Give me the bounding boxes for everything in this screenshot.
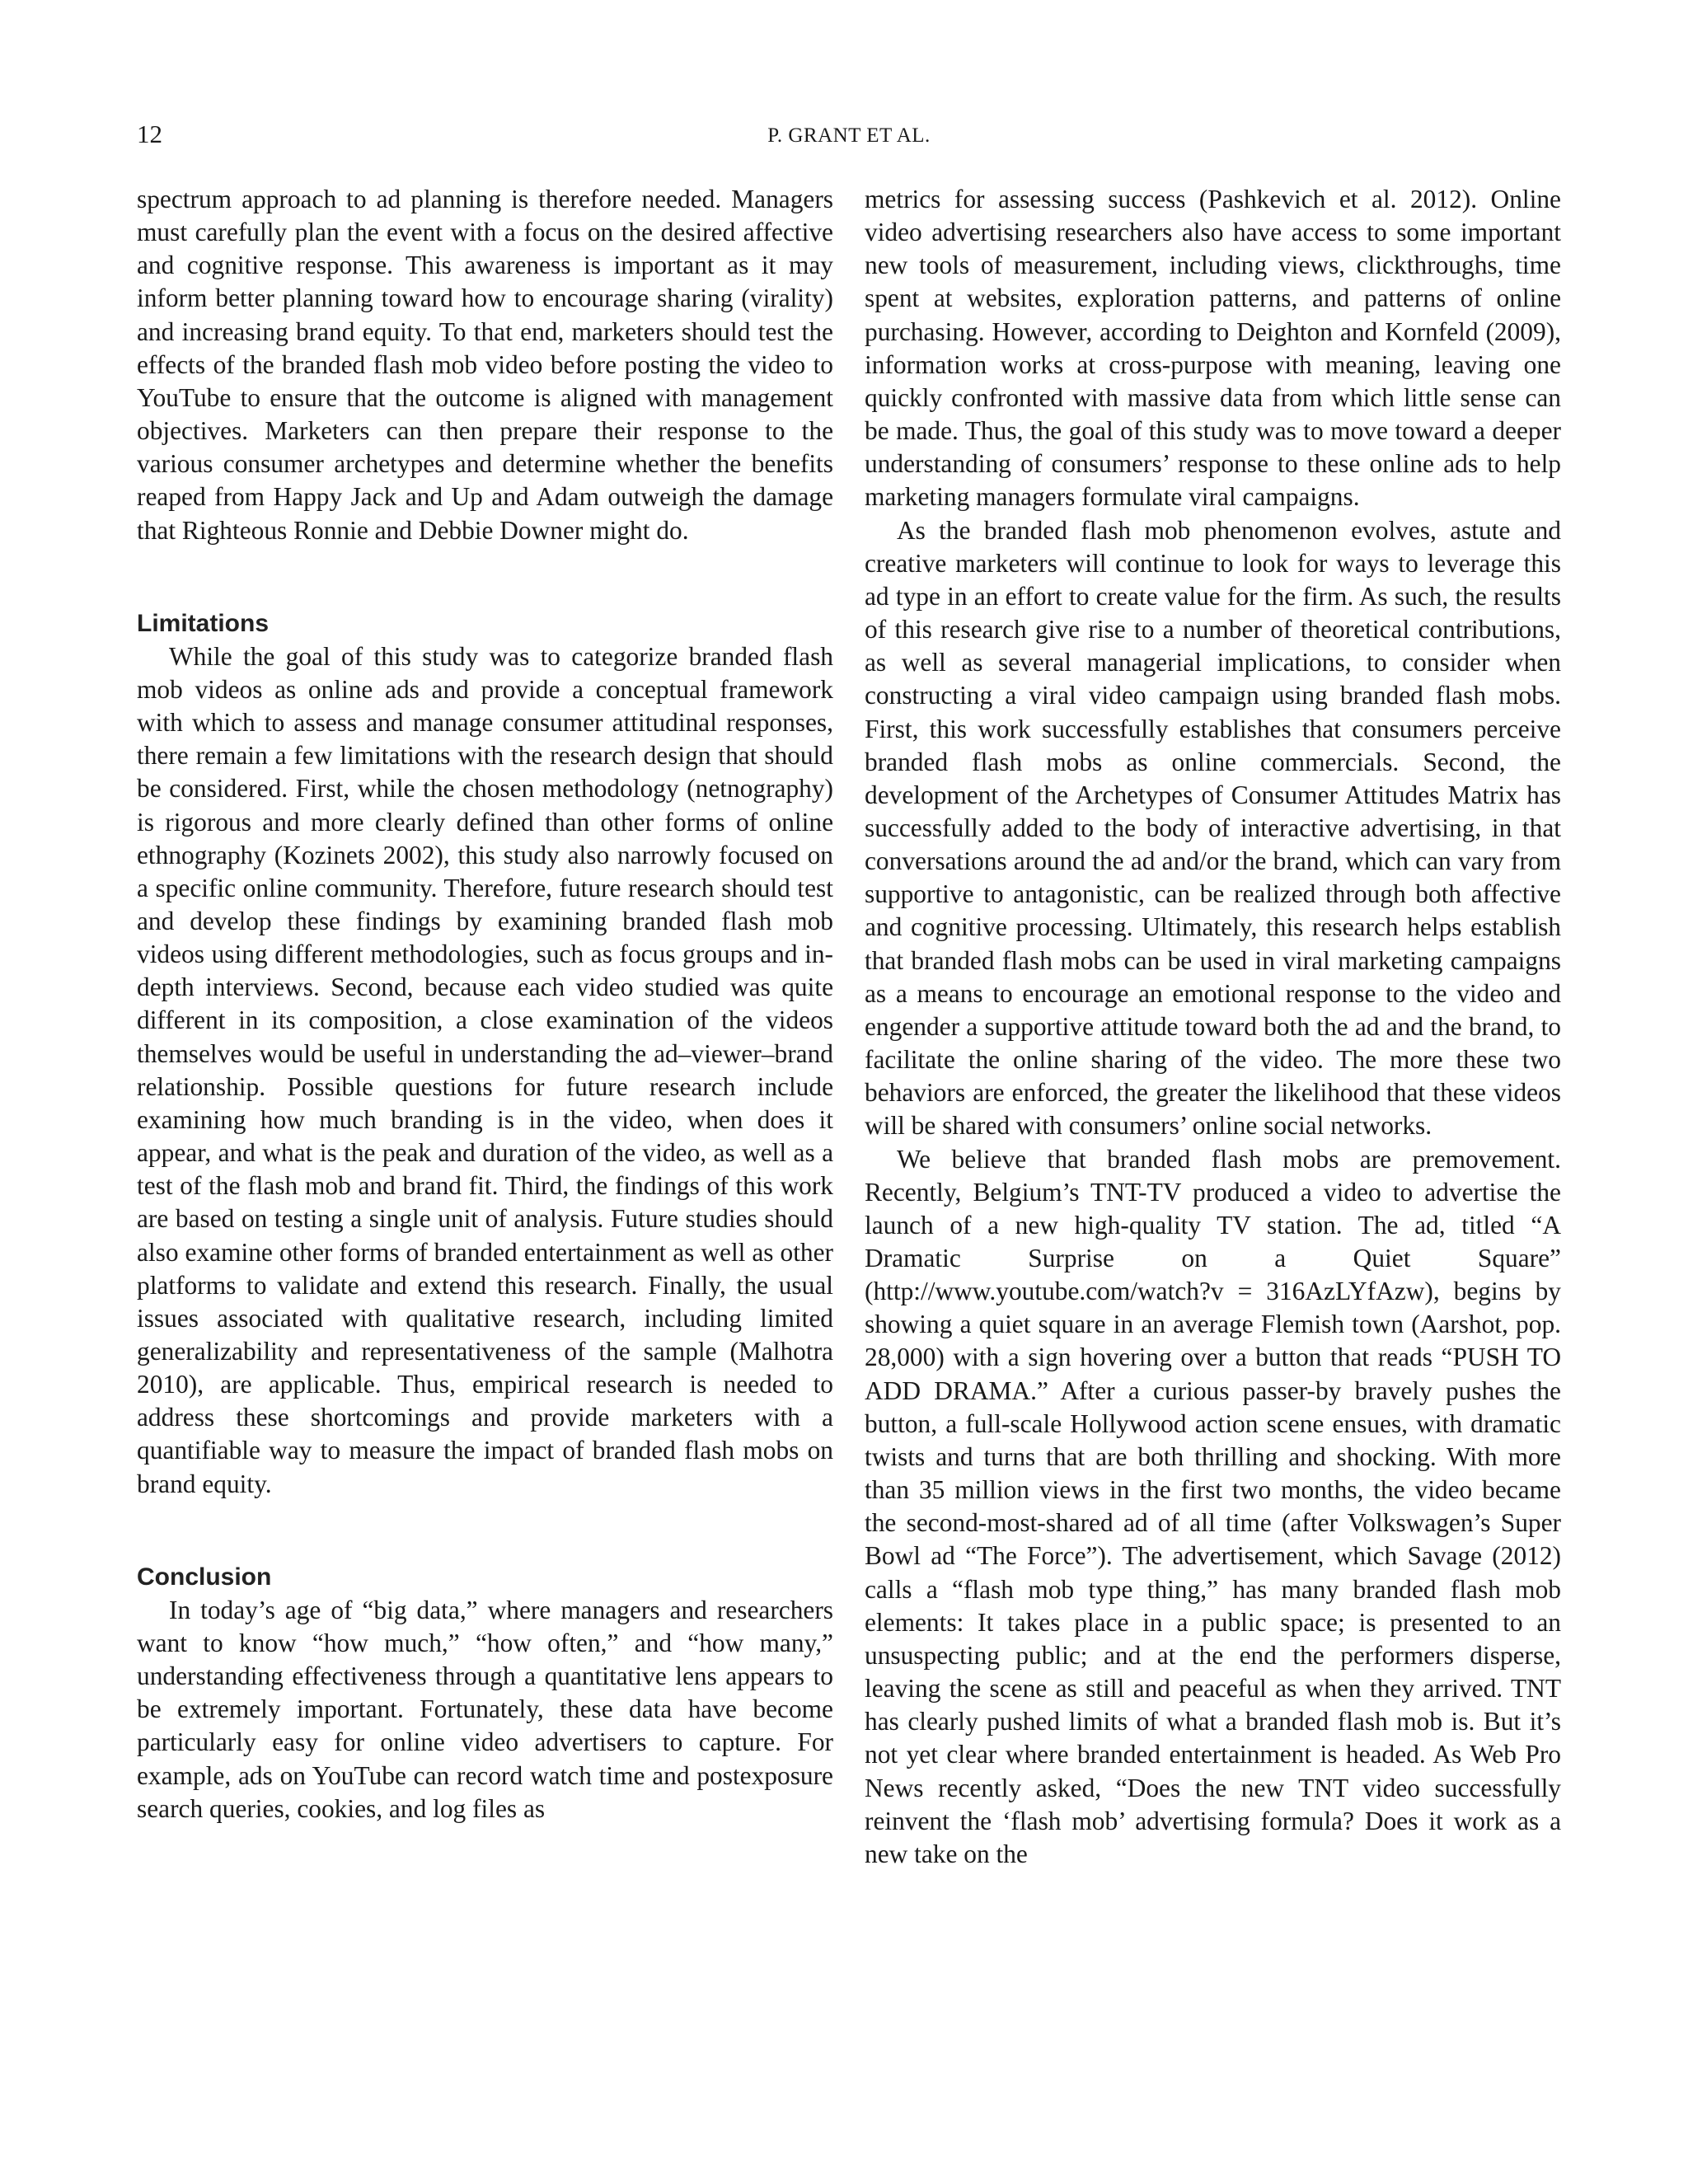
- conclusion-heading: Conclusion: [137, 1563, 272, 1591]
- right-paragraph-3: We believe that branded flash mobs are premovement. Recently, Belgium’s TNT-TV produced a video to advertise the launch of a new high-quality TV station. The ad, titled “A Dramatic Surprise on a Quiet Square” (http://www.youtube.com/watch?v = 316AzLYfAzw), begins by showing a quiet square in an average Flemish town (Aarshot, pop. 28,000) with a sign hovering over a button that reads “PUSH TO ADD DRAMA.” After a curious passer-by bravely pushes the button, a full-scale Hollywood action scene ensues, with dramatic twists and turns that are both thrilling and shocking. With more than 35 million views in the first two months, the video became the second-most-shared ad of all time (after Volkswagen’s Super Bowl ad “The Force”). The advertisement, which Savage (2012) calls a “flash mob type thing,” has many branded flash mob elements: It takes place in a public space; is presented to an unsuspecting public; and at the end the performers disperse, leaving the scene as still and peaceful as when they arrived. TNT has clearly pushed limits of what a branded flash mob is. But it’s not yet clear where branded entertainment is headed. As Web Pro News recently asked, “Does the new TNT video successfully reinvent the ‘flash mob’ advertising formula? Does it work as a new take on the: [865, 1144, 1561, 1868]
- limitations-paragraph: While the goal of this study was to categorize branded flash mob videos as online ads and provide a conceptual framework with which to assess and manage consumer attitudinal responses, there remain a few limitations with the research design that should be considered. First, while the chosen methodology (netnography) is rigorous and more clearly defined than other forms of online ethnography (Kozinets 2002), this study also narrowly focused on a specific online community. Therefore, future research should test and develop these findings by examining branded flash mob videos using different methodologies, such as focus groups and in-depth interviews. Second, because each video studied was quite different in its composition, a close examination of the videos themselves would be useful in understanding the ad–viewer–brand relationship. Possible questions for future research include examining how much branding is in the video, when does it appear, and what is the peak and duration of the video, as well as a test of the flash mob and brand fit. Third, the findings of this work are based on testing a single unit of analysis. Future studies should also examine other forms of branded entertainment as well as other platforms to validate and extend this research. Finally, the usual issues associated with qualitative research, including limited generalizability and representativeness of the sample (Malhotra 2010), are applicable. Thus, empirical research is needed to address these shortcomings and provide marketers with a quantifiable way to measure the impact of branded flash mobs on brand equity.: [137, 641, 833, 1498]
- limitations-heading: Limitations: [137, 609, 270, 637]
- right-column: [865, 183, 1561, 1871]
- conclusion-paragraph: In today’s age of “big data,” where managers and researchers want to know “how much,” “how often,” and “how many,” understanding effectiveness through a quantitative lens appears to be extremely important. Fortunately, these data have become particularly easy for online video advertisers to capture. For example, ads on YouTube can record watch time and postexposure search queries, cookies, and log files as: [137, 1595, 833, 1823]
- page-number: 12: [137, 120, 162, 148]
- left-column: [137, 183, 833, 1825]
- right-paragraph-2: As the branded flash mob phenomenon evolves, astute and creative marketers will continue to look for ways to leverage this ad type in an effort to create value for the firm. As such, the results of this research give rise to a number of theoretical contributions, as well as several managerial implications, to consider when constructing a viral video campaign using branded flash mobs. First, this work successfully establishes that consumers perceive branded flash mobs as online commercials. Second, the development of the Archetypes of Consumer Attitudes Matrix has successfully added to the body of interactive advertising, in that conversations around the ad and/or the brand, which can vary from supportive to antagonistic, can be realized through both affective and cognitive processing. Ultimately, this research helps establish that branded flash mobs can be used in viral marketing campaigns as a means to encourage an emotional response to the video and engender a supportive attitude toward both the ad and the brand, to facilitate the online sharing of the video. The more these two behaviors are enforced, the greater the likelihood that these videos will be shared with consumers’ online social networks.: [865, 515, 1561, 1141]
- intro-paragraph: spectrum approach to ad planning is therefore needed. Managers must carefully plan the event with a focus on the desired affective and cognitive response. This awareness is important as it may inform better planning toward how to encourage sharing (virality) and increasing brand equity. To that end, marketers should test the effects of the branded flash mob video before posting the video to YouTube to ensure that the outcome is aligned with management objectives. Marketers can then prepare their response to the various consumer archetypes and determine whether the benefits reaped from Happy Jack and Up and Adam outweigh the damage that Righteous Ronnie and Debbie Downer might do.: [137, 185, 833, 545]
- right-paragraph-1: metrics for assessing success (Pashkevich et al. 2012). Online video advertising researchers also have access to some important new tools of measurement, including views, clickthroughs, time spent at websites, exploration patterns, and patterns of online purchasing. However, according to Deighton and Kornfeld (2009), information works at cross-purpose with meaning, leaving one quickly confronted with massive data from which little sense can be made. Thus, the goal of this study was to move toward a deeper understanding of consumers’ response to these online ads to help marketing managers formulate viral campaigns.: [865, 185, 1561, 512]
- running-head: P. GRANT ET AL.: [767, 124, 931, 147]
